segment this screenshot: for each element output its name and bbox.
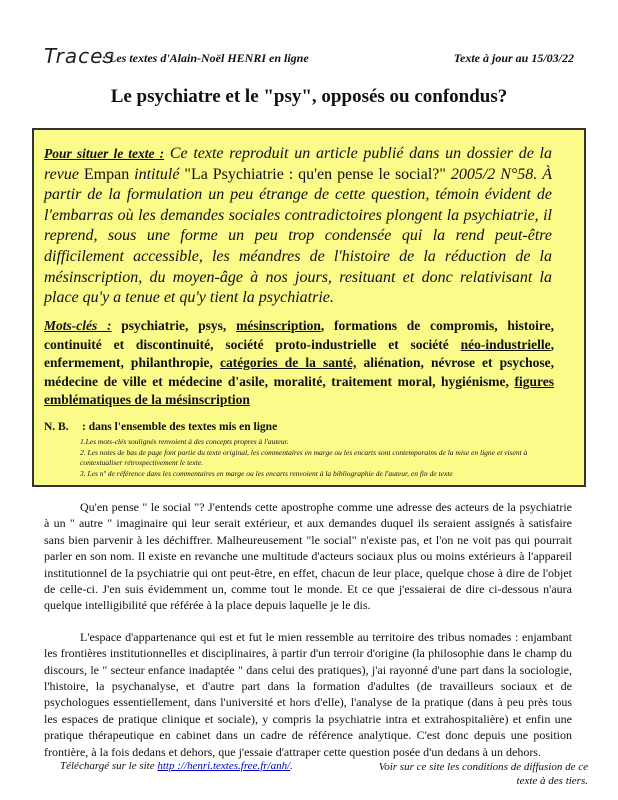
nota-bene-heading bbox=[44, 421, 564, 433]
nota-bene-notes bbox=[80, 437, 564, 479]
note-2: 2. Les notes de bas de page font partie du texte original, les commentaires en marge ou les encarts sont contemporains de la mise en ligne et visent à contextualiser rétrospectivement le texte. bbox=[80, 447, 528, 467]
keywords-part-1: psychiatrie, psys, bbox=[121, 318, 227, 333]
situer-text-5: 2005/2 N°58. À partir de la formulation un peu étrange de cette question, témoin évident de l'embarras où les demandes sociales contradictoires plongent la psychiatrie, il reprend, sous une forme un peu trop condensée qui la rend peut-être difficilement accessible, les méandres de l'histoire de la réduction de la mésinscription, du moyen-âge à nos jours, resituant et donc relativisant la place qu'y a tenue et qu'y tient la psychiatrie. bbox=[44, 165, 552, 307]
keywords-label: Mots-clés : bbox=[44, 318, 112, 333]
note-3: 3. Les nº de référence dans les commentaires en marge ou les encarts renvoient à la bibliographie de l'auteur, en fin de texte bbox=[80, 468, 453, 478]
keywords-part-5: , enfermement, philanthropie, bbox=[44, 336, 554, 370]
keywords-part-7: aliénation, névrose et psychose, médecine de ville et médecine d'asile, moralité, traitement moral, hygiénisme, bbox=[44, 355, 555, 389]
keyword-mesinscription: mésinscription bbox=[236, 318, 321, 333]
situer-label: Pour situer le texte : bbox=[44, 146, 165, 161]
footer-site-link[interactable]: http ://henri.textes.free.fr/anh/ bbox=[157, 760, 291, 772]
page-header bbox=[44, 44, 584, 70]
keyword-neo-industrielle: néo-industrielle bbox=[460, 336, 551, 352]
header-date: Texte à jour au 15/03/22 bbox=[453, 51, 574, 65]
header-subtitle: : Les textes d'Alain-Noël HENRI en ligne bbox=[102, 51, 309, 65]
keyword-categories-sante: catégories de la santé, bbox=[219, 355, 357, 370]
body-paragraph-2: L'espace d'appartenance qui est et fut le mien ressemble au territoire des tribus nomades : enjambant les frontières institutionnelles et disciplinaires, à partir d'un terroir d'origine (la philosophie dans le champ du discours, le " secteur enfance inadaptée " dans celui des pratiques), j'ai rayonné d'une part dans la sociologie, l'histoire, la psychanalyse, et d'autre part dans la formation d'adultes (de travailleurs sociaux et de psychologues essentiellement, dans l'université et hors d'elle), l'analyse de la pratique (dans à peu près tous les espaces de pratique clinique et sociale), y compris la psychiatrie intra et extrahospitalière) et enfin une pratique thérapeutique en cabinet dans un cadre de référence analytique. C'est donc depuis une position frontière, à la fois dedans et dehors, que j'essaie d'attraper cette question posée d'un dedans à un dehors. bbox=[44, 629, 572, 759]
footer-conditions: Voir sur ce site les conditions de diffusion de ce texte à des tiers. bbox=[378, 761, 588, 787]
page-title: Le psychiatre et le "psy", opposés ou confondus? bbox=[110, 86, 508, 107]
keyword-figures-emblematiques: figures emblématiques de la mésinscription bbox=[44, 373, 554, 407]
site-logo: Traces bbox=[44, 44, 115, 68]
footer-download bbox=[60, 760, 293, 772]
situer-dossier-title: "La Psychiatrie : qu'en pense le social?" bbox=[184, 165, 446, 183]
nota-bene-text: : dans l'ensemble des textes mis en ligne bbox=[82, 421, 278, 433]
keywords-part-3: , formations de compromis, histoire, continuité et discontinuité, société proto-industrielle et société bbox=[44, 318, 555, 352]
footer-download-label: Téléchargé sur le site bbox=[60, 760, 155, 772]
context-box bbox=[32, 128, 586, 487]
keywords-paragraph bbox=[44, 317, 554, 410]
body-paragraph-1: Qu'en pense " le social "? J'entends cette apostrophe comme une adresse des acteurs de la psychiatrie à un " autre " imaginaire qui leur serait extérieur, et aux demandes duquel ils seraient assignés à satisfaire sans bien parvenir à les déchiffrer. Malheureusement "le social" n'existe pas, et l'on ne voit pas qui pourrait parler en son nom. Il existe en revanche une multitude d'acteurs sociaux plus ou moins extérieurs à l'appareil institutionnel de la psychiatrie qui ont peut-être, en effet, chacun de leur place, quelque chose à dire de l'objet de celle-ci. J'en suis évidemment un, comme tout le monde. Et ce que j'essaierai de dire ci-dessous n'aura quelque intelligibilité que référée à la place depuis laquelle je le dis. bbox=[44, 500, 572, 613]
article-body bbox=[44, 499, 572, 775]
footer-download-end: . bbox=[290, 760, 293, 772]
situer-paragraph bbox=[44, 144, 552, 309]
nota-bene-key: N. B. bbox=[44, 421, 69, 433]
situer-text-3: intitulé bbox=[134, 165, 180, 183]
nota-bene bbox=[44, 421, 564, 479]
situer-journal: Empan bbox=[83, 165, 130, 183]
note-1: 1.Les mots-clés soulignés renvoient à des concepts propres à l'auteur. bbox=[80, 437, 289, 446]
situer-text-1: Ce texte reproduit un article publié dans un dossier de la revue bbox=[44, 145, 553, 183]
